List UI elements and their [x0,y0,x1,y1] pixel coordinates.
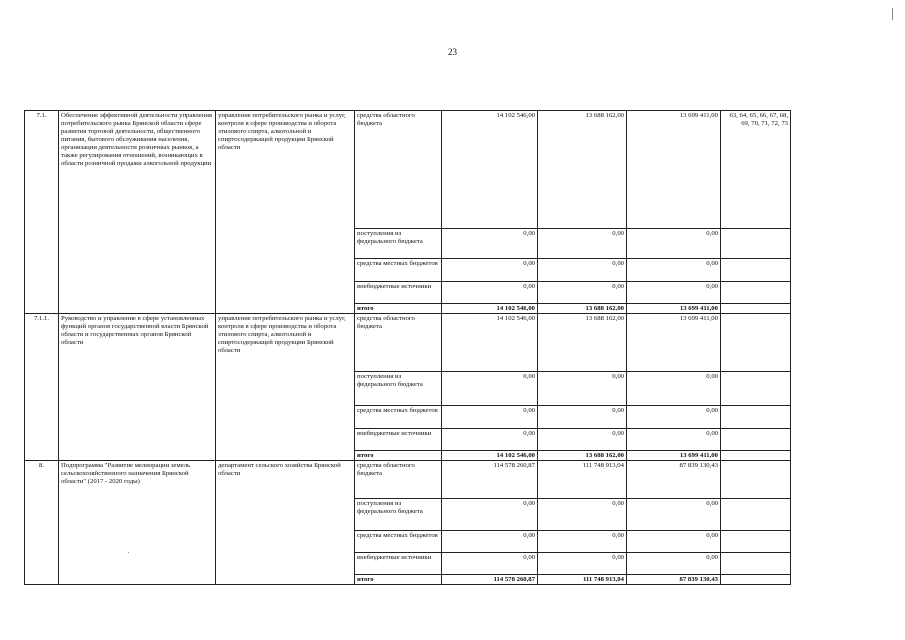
amount-year-3: 0,00 [627,372,721,406]
amount-year-2: 111 748 913,04 [538,575,627,585]
amount-year-1: 0,00 [442,553,538,575]
target-indicators: 63, 64, 65, 66, 67, 68, 69, 70, 71, 72, 73 [721,111,791,229]
amount-year-3: 13 699 411,00 [627,111,721,229]
amount-year-3: 13 699 411,00 [627,304,721,314]
measure-name: Руководство и управление в сфере установленных функций органов государственной власти Брянской области и государственных органов Брянской области [59,314,216,461]
funding-source: внебюджетные источники [355,429,442,451]
target-indicators-empty [721,429,791,451]
funding-source: итого [355,451,442,461]
amount-year-3: 0,00 [627,499,721,531]
amount-year-3: 87 839 130,43 [627,461,721,499]
target-indicators [721,461,791,499]
target-indicators-empty [721,451,791,461]
amount-year-3: 0,00 [627,229,721,259]
responsible-executor: управление потребительского рынка и услуг, контроля в сфере производства и оборота этилового спирта, алкогольной и спиртосодержащей продукции Брянской области [216,111,355,314]
funding-source: средства областного бюджета [355,461,442,499]
funding-source: средства областного бюджета [355,314,442,372]
target-indicators-empty [721,259,791,282]
amount-year-1: 0,00 [442,429,538,451]
target-indicators-empty [721,575,791,585]
amount-year-1: 0,00 [442,259,538,282]
amount-year-1: 14 102 546,00 [442,304,538,314]
amount-year-1: 0,00 [442,406,538,429]
target-indicators-empty [721,406,791,429]
target-indicators-empty [721,304,791,314]
amount-year-2: 0,00 [538,372,627,406]
table-row [25,314,791,372]
item-number: 8. [25,461,59,585]
amount-year-3: 0,00 [627,259,721,282]
amount-year-2: 13 688 162,00 [538,304,627,314]
target-indicators-empty [721,229,791,259]
amount-year-1: 0,00 [442,499,538,531]
funding-source: средства местных бюджетов [355,259,442,282]
funding-source: средства местных бюджетов [355,406,442,429]
table-row [25,461,791,499]
amount-year-2: 0,00 [538,499,627,531]
budget-table [24,110,791,585]
amount-year-2: 13 688 162,00 [538,111,627,229]
funding-source: внебюджетные источники [355,282,442,304]
amount-year-2: 0,00 [538,531,627,553]
target-indicators-empty [721,531,791,553]
amount-year-3: 0,00 [627,406,721,429]
amount-year-2: 13 688 162,00 [538,451,627,461]
funding-source: внебюджетные источники [355,553,442,575]
funding-source: поступления из федерального бюджета [355,499,442,531]
amount-year-2: 111 748 913,04 [538,461,627,499]
page-number: 23 [448,47,457,57]
amount-year-1: 0,00 [442,372,538,406]
amount-year-1: 114 578 260,87 [442,575,538,585]
amount-year-2: 0,00 [538,553,627,575]
amount-year-3: 13 699 411,00 [627,451,721,461]
amount-year-1: 14 102 546,00 [442,314,538,372]
amount-year-3: 0,00 [627,282,721,304]
amount-year-1: 14 102 546,00 [442,451,538,461]
amount-year-3: 0,00 [627,531,721,553]
funding-source: поступления из федерального бюджета [355,372,442,406]
responsible-executor: департамент сельского хозяйства Брянской области [216,461,355,585]
amount-year-1: 0,00 [442,531,538,553]
target-indicators-empty [721,282,791,304]
amount-year-3: 0,00 [627,429,721,451]
amount-year-1: 114 578 260,87 [442,461,538,499]
amount-year-1: 0,00 [442,229,538,259]
amount-year-1: 14 102 546,00 [442,111,538,229]
item-number: 7.1. [25,111,59,314]
amount-year-3: 0,00 [627,553,721,575]
funding-source: итого [355,575,442,585]
item-number: 7.1.1. [25,314,59,461]
table-row [25,111,791,229]
measure-name: Подпрограмма "Развитие мелиорации земель сельскохозяйственного назначения Брянской области" (2017 - 2020 годы) [59,461,216,585]
measure-name: Обеспечение эффективной деятельности управления потребительского рынка Брянской области сфере развития торговой деятельности, общественного питания, бытового обслуживания населения, организации деятельности розничных рынков, а также регулирования отношений, возникающих в области розничной продажи алкогольной продукции [59,111,216,314]
amount-year-3: 87 839 130,43 [627,575,721,585]
amount-year-2: 0,00 [538,229,627,259]
target-indicators-empty [721,553,791,575]
amount-year-1: 0,00 [442,282,538,304]
funding-source: итого [355,304,442,314]
scan-edge-mark [892,8,893,20]
amount-year-2: 0,00 [538,259,627,282]
amount-year-2: 0,00 [538,282,627,304]
amount-year-2: 13 688 162,00 [538,314,627,372]
target-indicators-empty [721,372,791,406]
target-indicators [721,314,791,372]
funding-source: поступления из федерального бюджета [355,229,442,259]
funding-source: средства областного бюджета [355,111,442,229]
amount-year-2: 0,00 [538,406,627,429]
amount-year-3: 13 699 411,00 [627,314,721,372]
funding-source: средства местных бюджетов [355,531,442,553]
target-indicators-empty [721,499,791,531]
responsible-executor: управление потребительского рынка и услуг, контроля в сфере производства и оборота этилового спирта, алкогольной и спиртосодержащей продукции Брянской области [216,314,355,461]
scan-speck [128,552,129,553]
amount-year-2: 0,00 [538,429,627,451]
